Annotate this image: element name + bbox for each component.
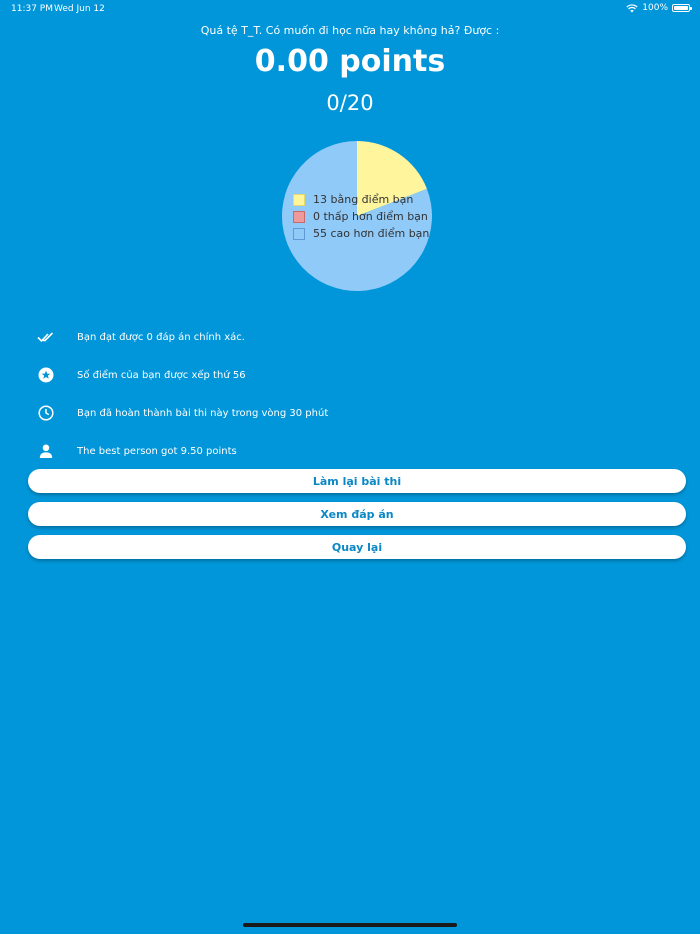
- back-button[interactable]: Quay lại: [28, 535, 686, 559]
- status-time: 11:37 PM: [11, 4, 53, 14]
- double-check-icon: [36, 327, 56, 347]
- legend-swatch-lower: [293, 211, 305, 223]
- status-right: [626, 3, 690, 13]
- stat-row-correct: [36, 318, 328, 356]
- stat-text-best: The best person got 9.50 points: [77, 445, 237, 457]
- stat-text-time: Bạn đã hoàn thành bài thi này trong vòng 30 phút: [77, 407, 329, 419]
- star-circle-icon: [36, 365, 56, 385]
- wifi-icon: [626, 4, 638, 13]
- retry-button[interactable]: Làm lại bài thi: [28, 469, 686, 493]
- legend-label-equal: 13 bằng điểm bạn: [313, 193, 414, 206]
- home-indicator[interactable]: [243, 923, 457, 927]
- score-title: 0.00 points: [254, 44, 446, 79]
- legend-swatch-equal: [293, 194, 305, 206]
- legend-label-lower: 0 thấp hơn điểm bạn: [313, 210, 428, 223]
- battery-percent: 100%: [642, 3, 668, 13]
- legend-label-higher: 55 cao hơn điểm bạn: [313, 227, 430, 240]
- status-bar: [0, 0, 700, 18]
- stat-text-rank: Số điểm của bạn được xếp thứ 56: [77, 369, 246, 381]
- legend-item-equal: [293, 191, 429, 208]
- status-date: Wed Jun 12: [54, 4, 105, 14]
- score-fraction: 0/20: [326, 91, 374, 115]
- clock-icon: [36, 403, 56, 423]
- stat-text-correct: Bạn đạt được 0 đáp án chính xác.: [77, 331, 245, 343]
- legend-item-lower: [293, 208, 429, 225]
- stat-row-time: [36, 394, 328, 432]
- legend-swatch-higher: [293, 228, 305, 240]
- stats-list: [36, 318, 328, 470]
- view-answers-button[interactable]: Xem đáp án: [28, 502, 686, 526]
- legend-item-higher: [293, 225, 429, 242]
- battery-icon: [672, 4, 690, 12]
- stat-row-rank: [36, 356, 328, 394]
- stat-row-best: [36, 432, 328, 470]
- result-message: Quá tệ T_T. Có muốn đi học nữa hay không hả? Được :: [200, 24, 500, 37]
- person-icon: [36, 441, 56, 461]
- pie-legend: [293, 191, 429, 242]
